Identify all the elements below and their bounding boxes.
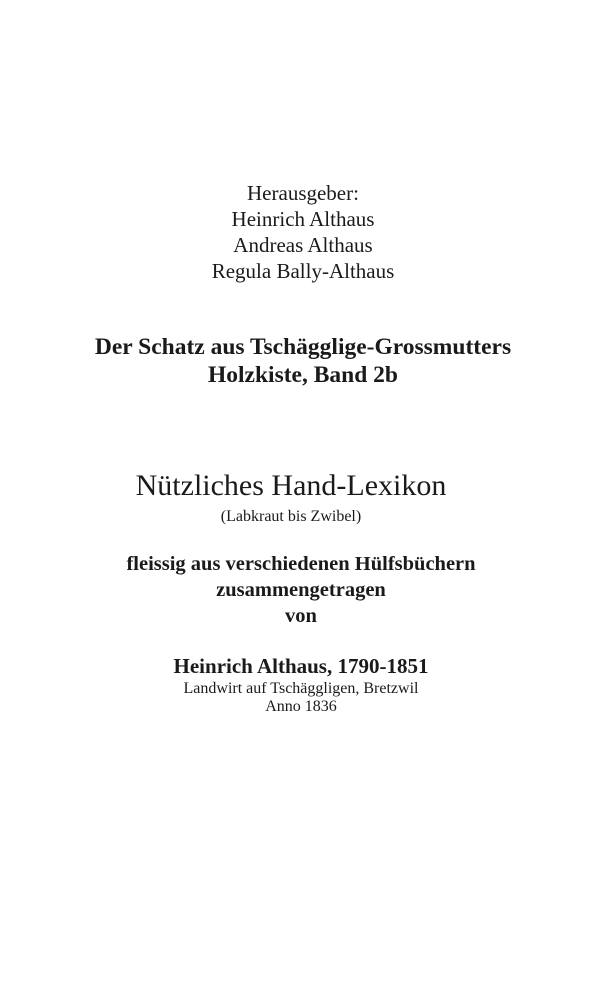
description-line: zusammengetragen — [216, 579, 386, 601]
author-occupation: Landwirt auf Tschäggligen, Bretzwil — [183, 680, 419, 697]
editors-heading: Herausgeber: — [247, 181, 359, 205]
editor-name: Andreas Althaus — [233, 233, 373, 257]
author-year: Anno 1836 — [265, 698, 337, 715]
book-subtitle: (Labkraut bis Zwibel) — [220, 508, 362, 525]
book-description — [0, 551, 604, 629]
editors-block — [0, 180, 606, 284]
editor-name: Regula Bally-Althaus — [211, 259, 395, 283]
series-title — [0, 333, 606, 389]
description-line: fleissig aus verschiedenen Hülfsbüchern — [126, 553, 476, 575]
series-title-line: Holzkiste, Band 2b — [208, 362, 398, 388]
series-title-line: Der Schatz aus Tschägglige-Grossmutters — [94, 334, 512, 360]
author-name: Heinrich Althaus, 1790-1851 — [173, 654, 429, 678]
description-line: von — [285, 605, 317, 627]
book-title: Nützliches Hand-Lexikon — [135, 469, 447, 502]
editor-name: Heinrich Althaus — [231, 207, 375, 231]
author-info — [0, 680, 604, 716]
